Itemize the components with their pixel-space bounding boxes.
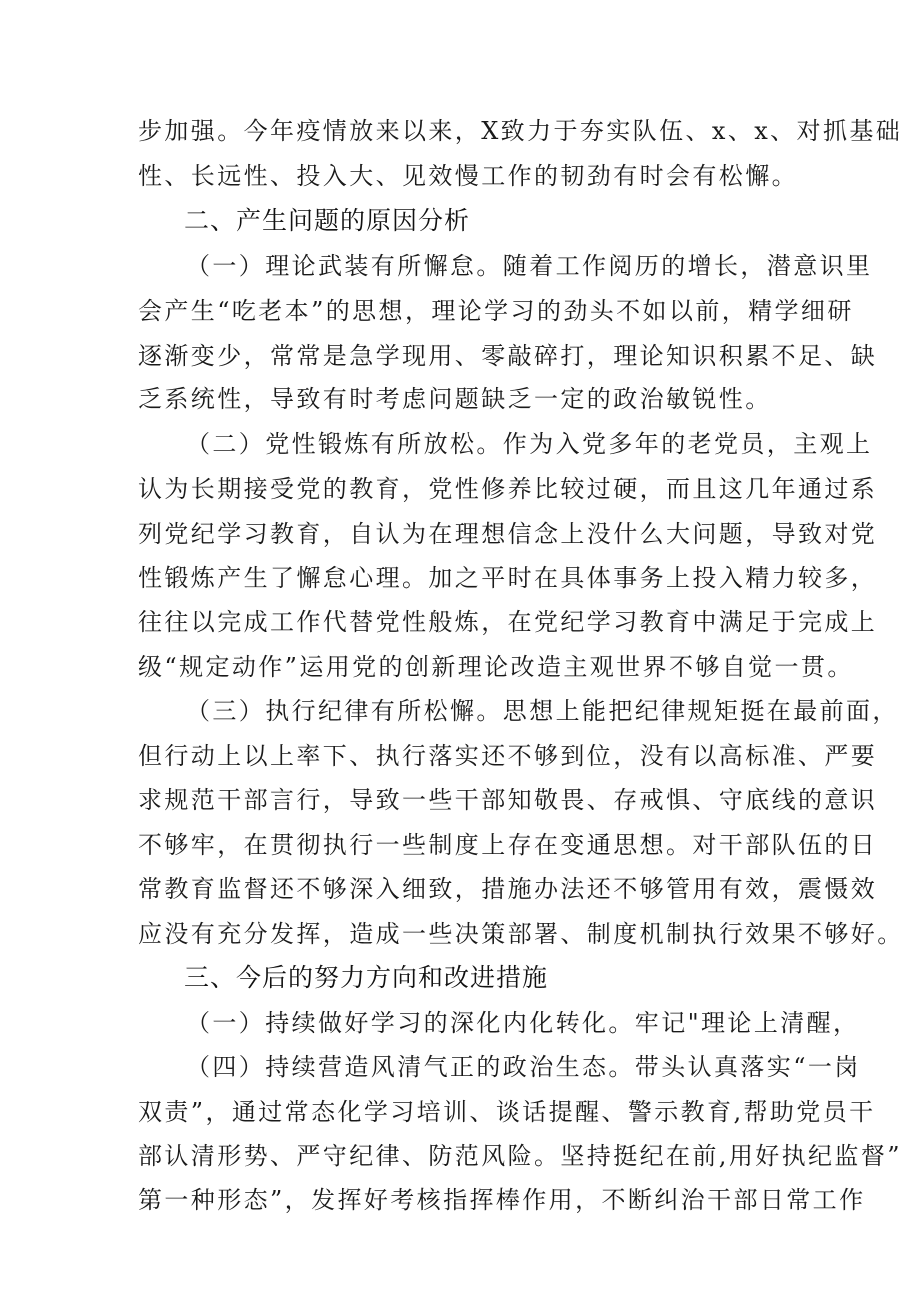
s2-p3-line-6: 应没有充分发挥，造成一些决策部署、制度机制执行效果不够好。 [138,920,904,948]
s2-p2-line-1: （二）党性锻炼有所放松。作为入党多年的老党员，主观上 [186,430,873,458]
s2-p2-line-2: 认为长期接受党的教育，党性修养比较过硬，而且这几年通过系 [138,475,878,503]
s2-p1-line-1: （一）理论武装有所懈怠。随着工作阅历的增长，潜意识里 [186,252,873,280]
s2-p2-line-3: 列党纪学习教育，自认为在理想信念上没什么大问题，导致对党 [138,520,878,548]
section-3-heading: 三、今后的努力方向和改进措施 [184,963,549,992]
s3-p4-line-1: （四）持续营造风清气正的政治生态。带头认真落实“一岗 [186,1053,861,1081]
s2-p2-line-4: 性锻炼产生了懈怠心理。加之平时在具体事务上投入精力较多， [138,564,878,592]
s3-p4-line-4: 第一种形态”，发挥好考核指挥棒作用，不断纠治干部日常工作 [138,1186,866,1214]
s2-p2-line-5: 往往以完成工作代替党性般炼，在党纪学习教育中满足于完成上 [138,608,878,636]
s2-p1-line-4: 乏系统性，导致有时考虑问题缺乏一定的政治敏锐性。 [138,385,772,413]
intro-line-1: 步加强。今年疫情放来以来，X致力于夯实队伍、x、x、对抓基础 [138,117,903,145]
s2-p3-line-3: 求规范干部言行，导致一些干部知敬畏、存戒惧、守底线的意识 [138,786,878,814]
s3-p4-line-3: 部认清形势、严守纪律、防范风险。坚持挺纪在前,用好执纪监督” [138,1142,902,1170]
s2-p3-line-4: 不够牢，在贯彻执行一些制度上存在变通思想。对干部队伍的日 [138,831,878,859]
s3-p1-line-1: （一）持续做好学习的深化内化转化。牢记"理论上清醒， [186,1009,860,1037]
section-2-heading: 二、产生问题的原因分析 [184,206,471,235]
s2-p1-line-3: 逐渐变少，常常是急学现用、零敲碎打，理论知识积累不足、缺 [138,342,878,370]
s2-p3-line-5: 常教育监督还不够深入细致，措施办法还不够管用有效，震慑效 [138,875,878,903]
s2-p3-line-1: （三）执行纪律有所松懈。思想上能把纪律规矩挺在最前面， [186,697,899,725]
intro-line-2: 性、长远性、投入大、见效慢工作的韧劲有时会有松懈。 [138,162,798,190]
s2-p2-line-6: 级“规定动作”运用党的创新理论改造主观世界不够自觉一贯。 [138,653,854,681]
s2-p1-line-2: 会产生“吃老本”的思想，理论学习的劲头不如以前，精学细研 [138,297,854,325]
s2-p3-line-2: 但行动上以上率下、执行落实还不够到位，没有以高标准、严要 [138,742,878,770]
s3-p4-line-2: 双责”，通过常态化学习培训、谈话提醒、警示教育,帮助党员干 [138,1098,876,1126]
